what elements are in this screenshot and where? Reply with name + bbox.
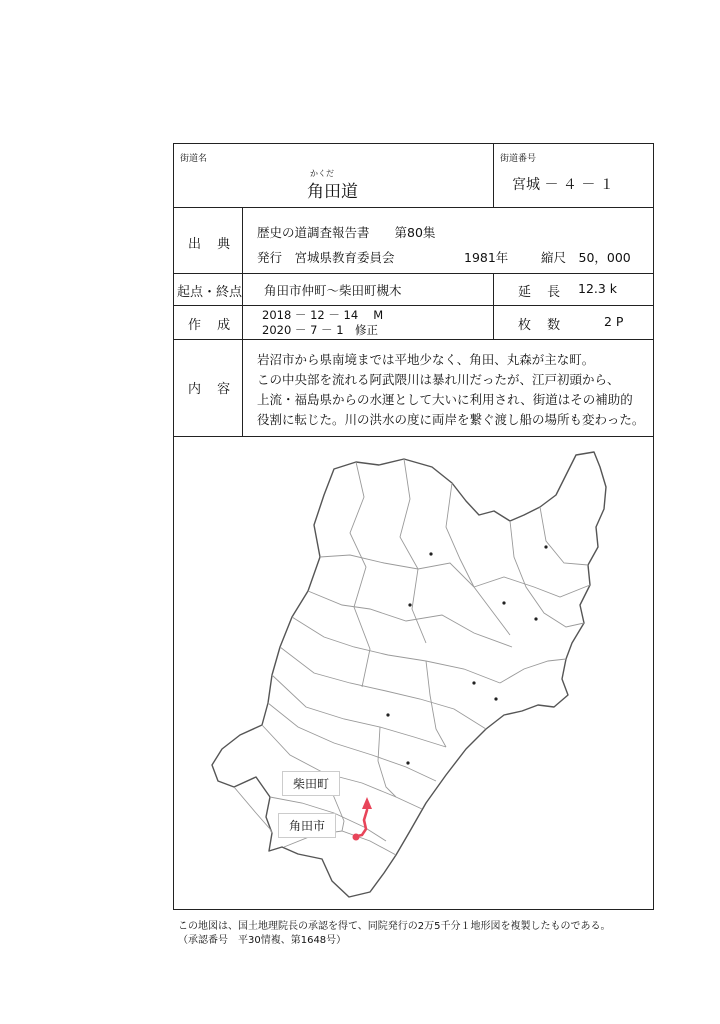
source-label: 出 典 <box>188 237 237 252</box>
miyagi-outline-map <box>174 437 652 908</box>
length-label: 延 長 <box>518 285 567 300</box>
pages-value: 2 P <box>604 314 624 329</box>
divider <box>242 207 243 436</box>
road-number: 宮城 － ４ － １ <box>512 177 614 193</box>
road-name: 角田道 <box>307 182 358 202</box>
kakuda-road-route <box>357 810 367 836</box>
source-publisher: 発行 宮城県教育委員会 <box>257 250 395 265</box>
divider <box>174 339 653 340</box>
created-label: 作 成 <box>188 318 237 333</box>
map-label-kakuda: 角田市 <box>278 813 336 838</box>
road-number-label: 街道番号 <box>500 154 537 164</box>
divider <box>174 207 653 208</box>
divider <box>493 144 494 207</box>
content-line: 岩沼市から県南境までは平地少なく、角田、丸森が主な町。 <box>257 352 595 367</box>
prefecture-map <box>174 437 652 908</box>
road-name-ruby: かくだ <box>310 169 334 178</box>
created-date: 2018 － 12 － 14 M <box>262 308 384 322</box>
route-start-marker <box>353 834 360 841</box>
revised-date: 2020 － 7 － 1 修正 <box>262 323 379 337</box>
pages-label: 枚 数 <box>518 318 567 333</box>
map-copyright-note: この地図は、国土地理院長の承認を得て、同院発行の2万5千分１地形図を複製したものである。 <box>178 921 611 932</box>
content-line: 役割に転じた。川の洪水の度に両岸を繋ぐ渡し船の場所も変わった。 <box>257 412 645 427</box>
content-label: 内 容 <box>188 382 237 397</box>
divider <box>174 305 653 306</box>
divider <box>174 273 653 274</box>
divider <box>493 273 494 339</box>
route-label: 起点・終点 <box>177 285 243 300</box>
source-scale: 縮尺 50，000 <box>541 250 631 265</box>
length-value: 12.3 k <box>578 281 618 296</box>
road-record-sheet <box>173 143 654 910</box>
source-year: 1981年 <box>464 250 509 265</box>
map-approval-number: （承認番号 平30情複、第1648号） <box>178 935 347 946</box>
source-title: 歴史の道調査報告書 第80集 <box>257 225 436 240</box>
map-label-shibata: 柴田町 <box>282 771 340 796</box>
route-value: 角田市仲町～柴田町槻木 <box>264 283 402 298</box>
content-line: この中央部を流れる阿武隈川は暴れ川だったが、江戸初頭から、 <box>257 372 620 387</box>
content-line: 上流・福島県からの水運として大いに利用され、街道はその補助的 <box>257 392 633 407</box>
route-end-arrow <box>362 797 372 809</box>
road-name-label: 街道名 <box>180 154 208 164</box>
